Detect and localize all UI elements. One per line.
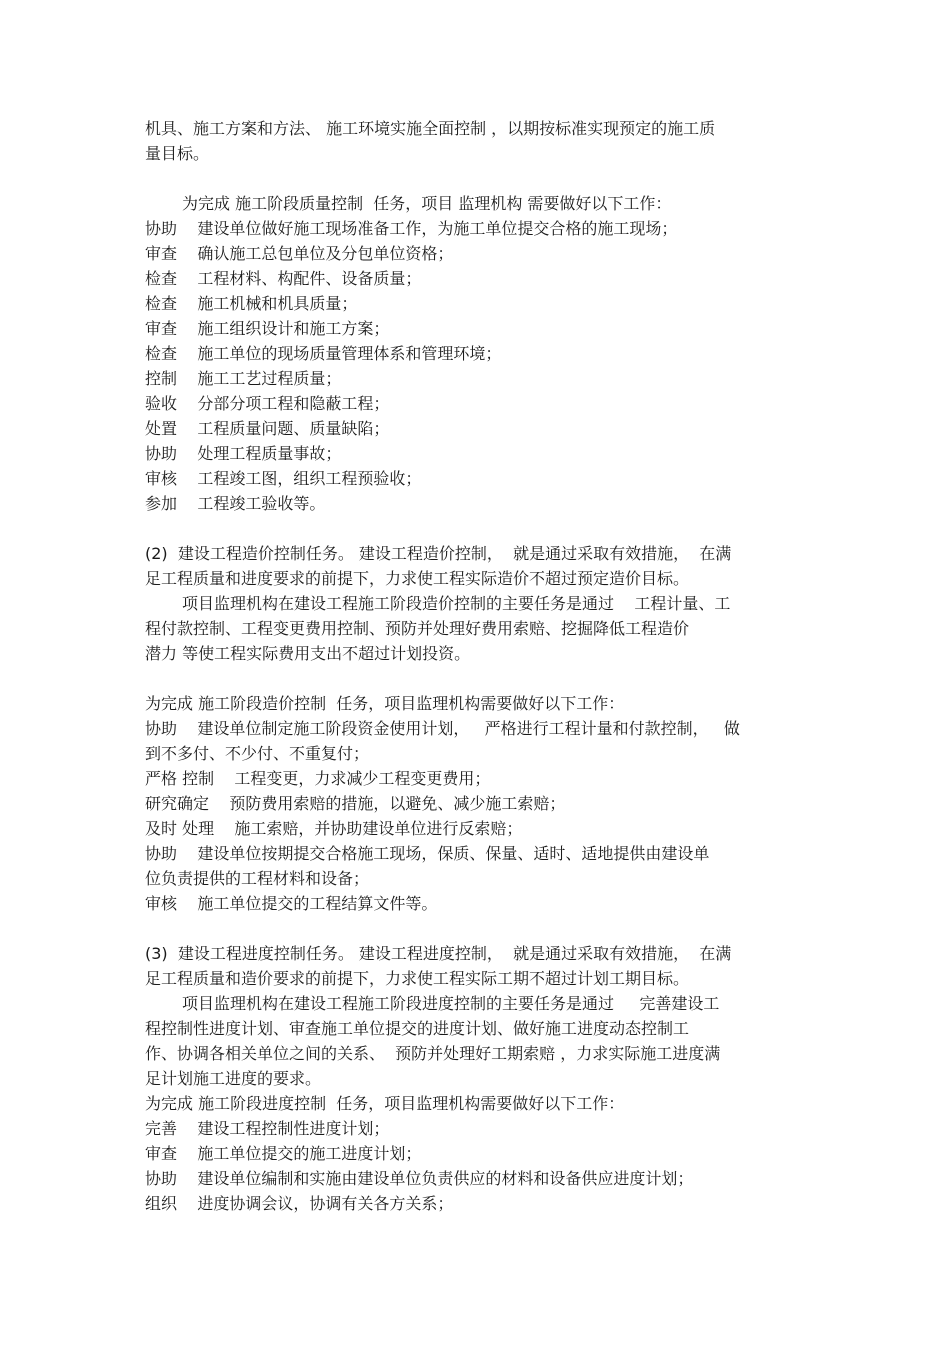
cost-main-task-line-3: 潜力 等使工程实际费用支出不超过计划投资。 [145, 644, 471, 663]
quality-task-item: 检查 工程材料、构配件、设备质量； [145, 269, 422, 288]
quality-task-item: 控制 施工工艺过程质量； [145, 369, 342, 388]
quality-task-item: 审查 施工组织设计和施工方案； [145, 319, 390, 338]
cost-task-item: 研究确定 预防费用索赔的措施，以避免、减少施工索赔； [145, 794, 566, 813]
cost-task-item: 位负责提供的工程材料和设备； [145, 869, 370, 888]
quality-task-item: 审核 工程竣工图，组织工程预验收； [145, 469, 422, 488]
quality-task-item: 审查 确认施工总包单位及分包单位资格； [145, 244, 454, 263]
cost-heading-line-1: (2) 建设工程造价控制任务。 建设工程造价控制， 就是通过采取有效措施， 在满 [145, 544, 732, 563]
cost-main-task-line-2: 程付款控制、工程变更费用控制、预防并处理好费用索赔、挖掘降低工程造价 [145, 619, 690, 638]
quality-tasks-lead: 为完成 施工阶段质量控制 任务，项目 监理机构 需要做好以下工作： [182, 194, 672, 213]
quality-intro-line-2: 量目标。 [145, 144, 210, 163]
schedule-heading-line-1: (3) 建设工程进度控制任务。 建设工程进度控制， 就是通过采取有效措施， 在满 [145, 944, 732, 963]
quality-task-item: 处置 工程质量问题、质量缺陷； [145, 419, 390, 438]
cost-main-task-line-1: 项目监理机构在建设工程施工阶段造价控制的主要任务是通过 工程计量、工 [182, 594, 731, 613]
quality-intro-line-1: 机具、施工方案和方法、 施工环境实施全面控制 ，以期按标准实现预定的施工质 [145, 119, 716, 138]
schedule-main-task-line-4: 足计划施工进度的要求。 [145, 1069, 322, 1088]
quality-task-item: 检查 施工单位的现场质量管理体系和管理环境； [145, 344, 502, 363]
quality-task-item: 参加 工程竣工验收等。 [145, 494, 326, 513]
cost-task-item: 严格 控制 工程变更，力求减少工程变更费用； [145, 769, 491, 788]
schedule-main-task-line-1: 项目监理机构在建设工程施工阶段进度控制的主要任务是通过 完善建设工 [182, 994, 720, 1013]
cost-heading-line-2: 足工程质量和进度要求的前提下，力求使工程实际造价不超过预定造价目标。 [145, 569, 690, 588]
schedule-task-item: 协助 建设单位编制和实施由建设单位负责供应的材料和设备供应进度计划； [145, 1169, 694, 1188]
cost-task-item: 到不多付、不少付、不重复付； [145, 744, 370, 763]
quality-task-item: 协助 处理工程质量事故； [145, 444, 342, 463]
cost-tasks-lead: 为完成 施工阶段造价控制 任务，项目监理机构需要做好以下工作： [145, 694, 625, 713]
schedule-main-task-line-3: 作、协调各相关单位之间的关系、 预防并处理好工期索赔 ，力求实际施工进度满 [145, 1044, 721, 1063]
quality-task-item: 检查 施工机械和机具质量； [145, 294, 358, 313]
schedule-main-task-line-2: 程控制性进度计划、审查施工单位提交的进度计划、做好施工进度动态控制工 [145, 1019, 690, 1038]
cost-task-item: 审核 施工单位提交的工程结算文件等。 [145, 894, 438, 913]
quality-task-item: 验收 分部分项工程和隐蔽工程； [145, 394, 390, 413]
cost-task-item: 协助 建设单位按期提交合格施工现场，保质、保量、适时、适地提供由建设单 [145, 844, 710, 863]
schedule-heading-line-2: 足工程质量和造价要求的前提下，力求使工程实际工期不超过计划工期目标。 [145, 969, 690, 988]
schedule-task-item: 完善 建设工程控制性进度计划； [145, 1119, 390, 1138]
schedule-tasks-lead: 为完成 施工阶段进度控制 任务，项目监理机构需要做好以下工作： [145, 1094, 625, 1113]
cost-task-item: 协助 建设单位制定施工阶段资金使用计划， 严格进行工程计量和付款控制， 做 [145, 719, 740, 738]
cost-task-item: 及时 处理 施工索赔，并协助建设单位进行反索赔； [145, 819, 523, 838]
schedule-task-item: 审查 施工单位提交的施工进度计划； [145, 1144, 422, 1163]
quality-task-item: 协助 建设单位做好施工现场准备工作，为施工单位提交合格的施工现场； [145, 219, 678, 238]
schedule-task-item: 组织 进度协调会议，协调有关各方关系； [145, 1194, 454, 1213]
